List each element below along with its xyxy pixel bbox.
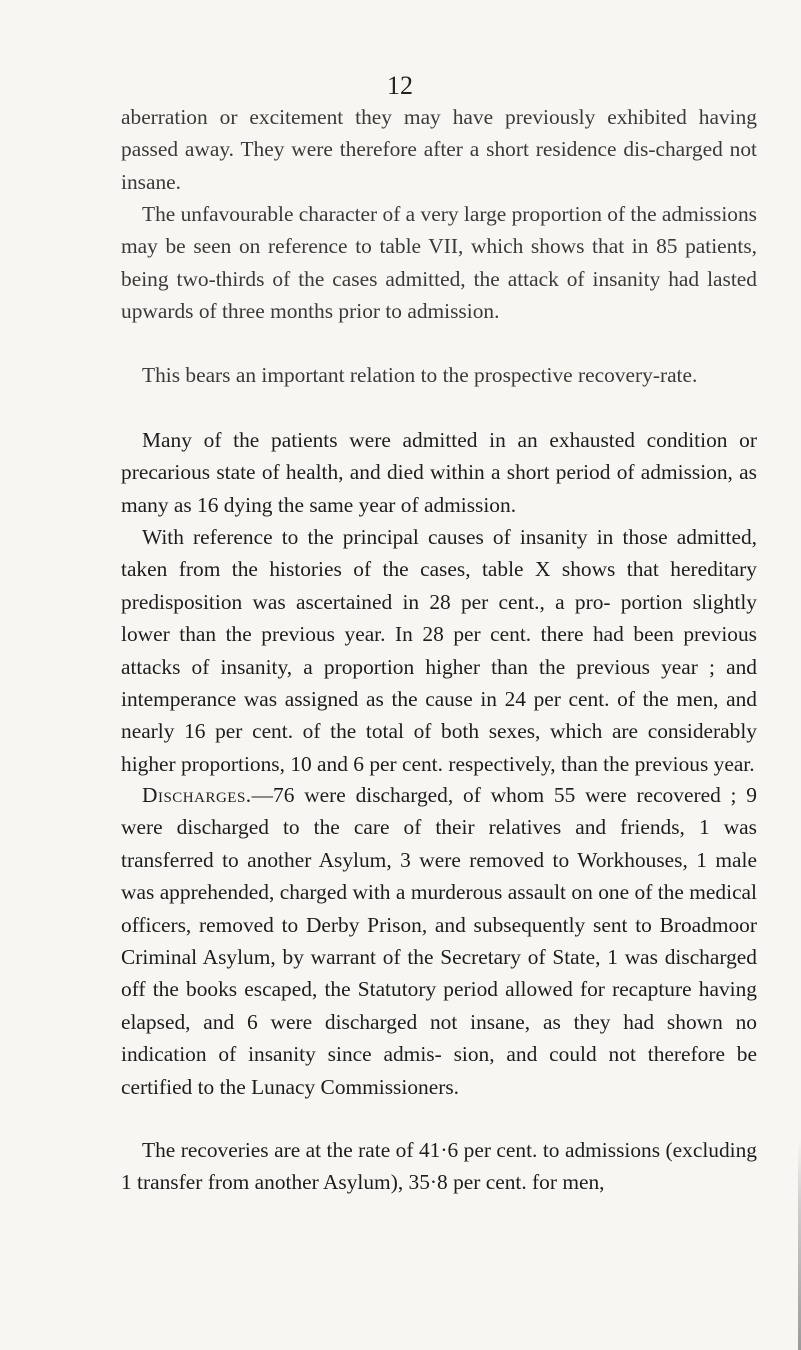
paragraph-discharges <box>121 779 757 1103</box>
paragraph-text: —76 were discharged, of whom 55 were recovered ; 9 were discharged to the care of their relatives and friends, 1 was transferred to another Asylum, 3 were removed to Workhouses, 1 male was apprehended, charged with a murderous assault on one of the medical officers, removed to Derby Prison, and subsequently sent to Broadmoor Criminal Asylum, by warrant of the Secretary of State, 1 was discharged off the books escaped, the Statutory period allowed for recapture having elapsed, and 6 were discharged not insane, as they had shown no indication of insanity since admis- sion, and could not therefore be certified to the Lunacy Commissioners. <box>121 783 757 1099</box>
paragraph-text: The recoveries are at the rate of 41·6 per cent. to admissions (excluding 1 transfer from another Asylum), 35·8 per cent. for men, <box>121 1138 757 1195</box>
paragraph-text: This bears an important relation to the prospective recovery-rate. <box>142 363 698 387</box>
paragraph-aberration <box>121 101 757 198</box>
paragraph-recovery-rate <box>121 359 757 391</box>
paragraph-causes-of-insanity <box>121 521 757 780</box>
paragraph-text: Many of the patients were admitted in an exhausted condition or precarious state of health, and died within a short period of admission, as many as 16 dying the same year of admission. <box>121 428 757 517</box>
paragraph-exhausted-condition <box>121 424 757 521</box>
paragraph-text: With reference to the principal causes of insanity in those admitted, taken from the histories of the cases, table X shows that hereditary predisposition was ascertained in 28 per cent., a pro- portion slightly lower than the previous year. In 28 per cent. there had been previous attacks of insanity, a proportion higher than the previous year ; and intemperance was assigned as the cause in 24 per cent. of the men, and nearly 16 per cent. of the total of both sexes, which are considerably higher proportions, 10 and 6 per cent. respectively, than the previous year. <box>121 525 757 776</box>
paragraph-unfavourable-character <box>121 198 757 328</box>
discharges-heading: Discharges. <box>142 783 252 807</box>
paragraph-text: aberration or excitement they may have previously exhibited having passed away. They were therefore after a short residence dis-charged not insane. <box>121 105 757 194</box>
paragraph-text: The unfavourable character of a very large proportion of the admissions may be seen on reference to table VII, which shows that in 85 patients, being two-thirds of the cases admitted, the attack of insanity had lasted upwards of three months prior to admission. <box>121 202 757 324</box>
page-number: 12 <box>387 71 413 100</box>
paragraph-recoveries <box>121 1134 757 1199</box>
